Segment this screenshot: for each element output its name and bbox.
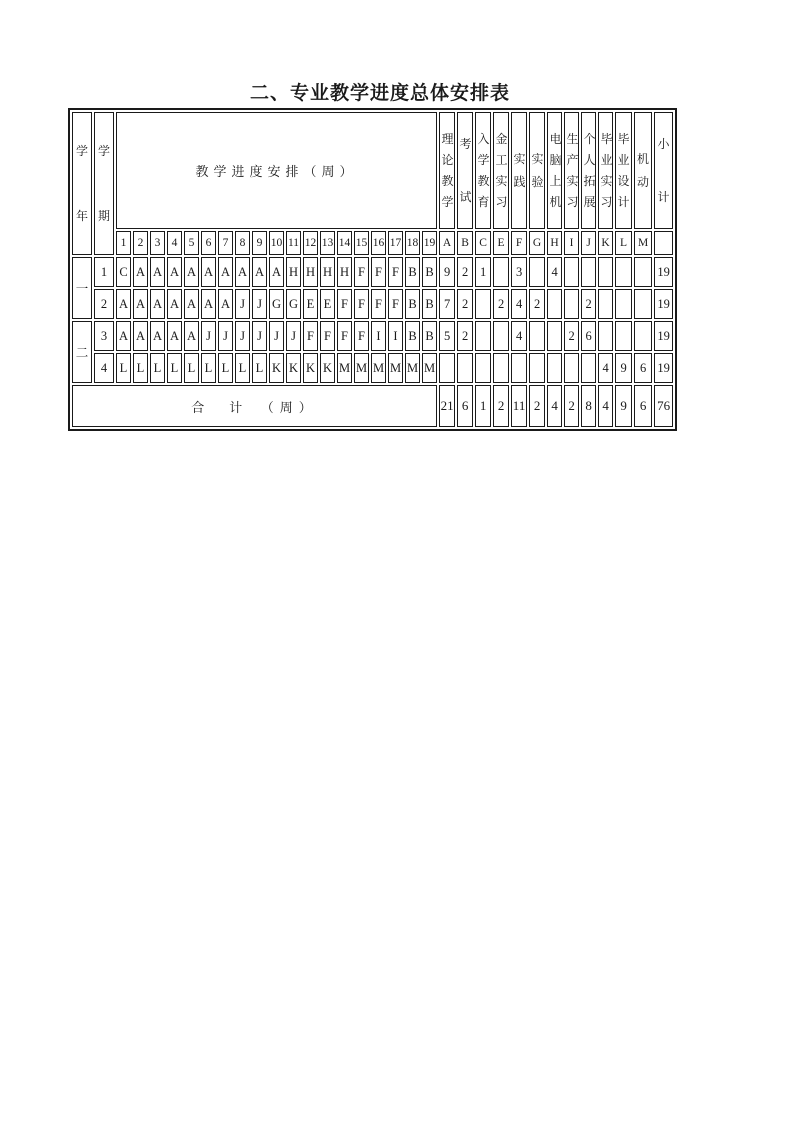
schedule-cell: J — [218, 321, 233, 351]
column-header-entrance-education: 入学教育 — [475, 112, 491, 229]
schedule-cell: M — [354, 353, 369, 383]
column-code-cell: L — [615, 231, 632, 255]
schedule-cell: A — [116, 289, 131, 319]
schedule-cell — [547, 353, 562, 383]
schedule-cell: 3 — [511, 257, 527, 287]
schedule-cell: L — [184, 353, 199, 383]
schedule-cell: 1 — [475, 257, 491, 287]
schedule-cell: A — [269, 257, 284, 287]
schedule-cell: 19 — [654, 353, 673, 383]
semester-number-cell: 2 — [94, 289, 114, 319]
total-value-cell: 9 — [615, 385, 632, 427]
schedule-cell: F — [371, 289, 386, 319]
schedule-cell: G — [269, 289, 284, 319]
column-code-cell: H — [547, 231, 562, 255]
schedule-cell — [511, 353, 527, 383]
schedule-cell: H — [320, 257, 335, 287]
total-value-cell: 2 — [493, 385, 509, 427]
schedule-cell: J — [235, 321, 250, 351]
schedule-cell — [493, 353, 509, 383]
column-code-cell: 5 — [184, 231, 199, 255]
schedule-cell: F — [388, 289, 403, 319]
schedule-cell: L — [252, 353, 267, 383]
schedule-cell — [564, 289, 579, 319]
column-code-cell: G — [529, 231, 545, 255]
schedule-cell: 6 — [581, 321, 596, 351]
schedule-cell — [615, 289, 632, 319]
column-code-cell: A — [439, 231, 455, 255]
schedule-cell: A — [184, 257, 199, 287]
column-code-cell: 9 — [252, 231, 267, 255]
schedule-cell — [475, 289, 491, 319]
column-header-production-internship: 生产实习 — [564, 112, 579, 229]
schedule-cell: F — [371, 257, 386, 287]
schedule-cell — [529, 353, 545, 383]
schedule-cell — [598, 289, 613, 319]
schedule-cell: A — [133, 289, 148, 319]
column-code-cell: I — [564, 231, 579, 255]
schedule-cell: F — [320, 321, 335, 351]
schedule-cell — [564, 353, 579, 383]
schedule-cell: 9 — [439, 257, 455, 287]
column-header-computer-lab: 电脑上机 — [547, 112, 562, 229]
column-header-flexible-weeks: 机动 — [634, 112, 652, 229]
schedule-cell: I — [388, 321, 403, 351]
schedule-cell: E — [320, 289, 335, 319]
schedule-cell: E — [303, 289, 318, 319]
column-code-cell: 18 — [405, 231, 420, 255]
schedule-cell: A — [167, 257, 182, 287]
schedule-cell — [598, 321, 613, 351]
semester-header-label: 学期 — [97, 143, 110, 223]
schedule-cell: 2 — [529, 289, 545, 319]
schedule-cell: M — [371, 353, 386, 383]
schedule-cell: A — [184, 289, 199, 319]
schedule-cell: L — [201, 353, 216, 383]
schedule-cell: 2 — [457, 321, 473, 351]
column-code-cell: 14 — [337, 231, 352, 255]
schedule-cell: 2 — [581, 289, 596, 319]
schedule-cell: L — [116, 353, 131, 383]
schedule-cell — [564, 257, 579, 287]
schedule-cell: A — [133, 321, 148, 351]
semester-number-cell: 3 — [94, 321, 114, 351]
schedule-cell: B — [422, 257, 437, 287]
schedule-cell — [634, 257, 652, 287]
schedule-cell — [581, 353, 596, 383]
column-code-cell: M — [634, 231, 652, 255]
column-code-cell — [654, 231, 673, 255]
schedule-cell: 19 — [654, 289, 673, 319]
column-code-cell: 1 — [116, 231, 131, 255]
schedule-cell — [615, 257, 632, 287]
schedule-cell — [493, 257, 509, 287]
schedule-cell — [634, 321, 652, 351]
schedule-cell: J — [235, 289, 250, 319]
header-row — [72, 112, 673, 229]
column-code-cell: E — [493, 231, 509, 255]
schedule-cell: L — [150, 353, 165, 383]
page-title: 二、专业教学进度总体安排表 — [249, 83, 510, 104]
schedule-cell: A — [150, 257, 165, 287]
schedule-cell: F — [354, 289, 369, 319]
schedule-cell — [457, 353, 473, 383]
column-code-cell: 17 — [388, 231, 403, 255]
schedule-cell: 4 — [511, 321, 527, 351]
total-value-cell: 6 — [457, 385, 473, 427]
schedule-cell: F — [337, 321, 352, 351]
schedule-cell: F — [337, 289, 352, 319]
schedule-cell: A — [201, 257, 216, 287]
column-code-cell: F — [511, 231, 527, 255]
schedule-cell: B — [422, 289, 437, 319]
schedule-cell: A — [201, 289, 216, 319]
total-value-cell: 11 — [511, 385, 527, 427]
column-header-exam: 考试 — [457, 112, 473, 229]
column-code-cell: 6 — [201, 231, 216, 255]
schedule-cell — [529, 257, 545, 287]
column-header-graduation-internship: 毕业实习 — [598, 112, 613, 229]
schedule-cell: H — [337, 257, 352, 287]
semester-number-cell: 4 — [94, 353, 114, 383]
weeks-schedule-header: 教学进度安排（周） — [116, 112, 437, 229]
total-value-cell: 2 — [564, 385, 579, 427]
schedule-cell — [615, 321, 632, 351]
year-header-label: 学年 — [75, 143, 88, 223]
schedule-cell — [634, 289, 652, 319]
column-header-metalwork-practice: 金工实习 — [493, 112, 509, 229]
schedule-cell: B — [422, 321, 437, 351]
schedule-cell: H — [303, 257, 318, 287]
schedule-cell: K — [303, 353, 318, 383]
schedule-cell: J — [252, 289, 267, 319]
teaching-schedule-table — [68, 108, 677, 431]
schedule-cell: A — [167, 289, 182, 319]
schedule-cell: A — [116, 321, 131, 351]
schedule-cell: F — [388, 257, 403, 287]
schedule-cell: G — [286, 289, 301, 319]
schedule-cell: A — [150, 289, 165, 319]
column-header-experiment: 实验 — [529, 112, 545, 229]
schedule-cell: C — [116, 257, 131, 287]
total-value-cell: 2 — [529, 385, 545, 427]
schedule-cell: M — [422, 353, 437, 383]
schedule-cell: K — [286, 353, 301, 383]
schedule-cell: F — [303, 321, 318, 351]
schedule-cell — [598, 257, 613, 287]
schedule-cell: A — [184, 321, 199, 351]
schedule-cell: 7 — [439, 289, 455, 319]
schedule-cell: L — [167, 353, 182, 383]
year-label-cell-1: 一 — [72, 257, 92, 319]
schedule-cell: A — [252, 257, 267, 287]
schedule-cell: A — [235, 257, 250, 287]
total-value-cell: 1 — [475, 385, 491, 427]
column-code-cell: K — [598, 231, 613, 255]
schedule-cell: 2 — [493, 289, 509, 319]
schedule-cell: A — [218, 289, 233, 319]
schedule-cell — [547, 321, 562, 351]
schedule-cell — [529, 321, 545, 351]
schedule-cell: K — [269, 353, 284, 383]
total-value-cell: 76 — [654, 385, 673, 427]
column-code-cell: J — [581, 231, 596, 255]
column-code-cell: 16 — [371, 231, 386, 255]
column-header-graduation-design: 毕业设计 — [615, 112, 632, 229]
schedule-cell: A — [218, 257, 233, 287]
schedule-cell: B — [405, 321, 420, 351]
schedule-cell: 2 — [457, 289, 473, 319]
column-header-practice: 实践 — [511, 112, 527, 229]
column-code-cell: 15 — [354, 231, 369, 255]
schedule-cell — [475, 321, 491, 351]
semester-column-header — [94, 112, 114, 255]
column-header-subtotal: 小计 — [654, 112, 673, 229]
schedule-cell: A — [167, 321, 182, 351]
column-code-cell: 8 — [235, 231, 250, 255]
schedule-cell: J — [269, 321, 284, 351]
schedule-cell: B — [405, 289, 420, 319]
schedule-cell: 19 — [654, 257, 673, 287]
schedule-cell: M — [405, 353, 420, 383]
schedule-cell: J — [201, 321, 216, 351]
column-code-cell: 3 — [150, 231, 165, 255]
schedule-cell: 4 — [547, 257, 562, 287]
schedule-cell: 9 — [615, 353, 632, 383]
schedule-cell: J — [286, 321, 301, 351]
semester-row-1 — [72, 257, 673, 287]
schedule-cell: M — [388, 353, 403, 383]
schedule-cell: L — [235, 353, 250, 383]
schedule-cell: 4 — [511, 289, 527, 319]
schedule-cell: B — [405, 257, 420, 287]
schedule-cell: A — [133, 257, 148, 287]
schedule-cell: 6 — [634, 353, 652, 383]
schedule-cell — [475, 353, 491, 383]
schedule-cell: I — [371, 321, 386, 351]
schedule-cell: 5 — [439, 321, 455, 351]
semester-row-4 — [72, 353, 673, 383]
total-value-cell: 4 — [547, 385, 562, 427]
schedule-cell: 4 — [598, 353, 613, 383]
column-code-cell: 11 — [286, 231, 301, 255]
schedule-cell: M — [337, 353, 352, 383]
year-column-header — [72, 112, 92, 255]
semester-row-3 — [72, 321, 673, 351]
total-value-cell: 21 — [439, 385, 455, 427]
schedule-cell: 2 — [457, 257, 473, 287]
schedule-cell: H — [286, 257, 301, 287]
semester-row-2 — [72, 289, 673, 319]
column-code-cell: 10 — [269, 231, 284, 255]
column-code-cell: 12 — [303, 231, 318, 255]
total-value-cell: 6 — [634, 385, 652, 427]
column-code-cell: B — [457, 231, 473, 255]
schedule-cell: 19 — [654, 321, 673, 351]
total-label-cell: 合 计 （周） — [72, 385, 437, 427]
schedule-cell: K — [320, 353, 335, 383]
year-label-cell-2: 二 — [72, 321, 92, 383]
total-value-cell: 8 — [581, 385, 596, 427]
total-value-cell: 4 — [598, 385, 613, 427]
column-header-theory-teaching: 理论教学 — [439, 112, 455, 229]
codes-row — [72, 231, 673, 255]
total-row — [72, 385, 673, 427]
column-code-cell: C — [475, 231, 491, 255]
schedule-cell: 2 — [564, 321, 579, 351]
schedule-cell: A — [150, 321, 165, 351]
column-code-cell: 19 — [422, 231, 437, 255]
column-code-cell: 7 — [218, 231, 233, 255]
schedule-cell: F — [354, 257, 369, 287]
schedule-cell: L — [133, 353, 148, 383]
schedule-cell — [581, 257, 596, 287]
schedule-cell: F — [354, 321, 369, 351]
column-code-cell: 4 — [167, 231, 182, 255]
semester-number-cell: 1 — [94, 257, 114, 287]
column-header-personal-development: 个人拓展 — [581, 112, 596, 229]
schedule-cell: L — [218, 353, 233, 383]
schedule-cell — [547, 289, 562, 319]
schedule-cell — [493, 321, 509, 351]
column-code-cell: 13 — [320, 231, 335, 255]
schedule-cell: J — [252, 321, 267, 351]
column-code-cell: 2 — [133, 231, 148, 255]
schedule-cell — [439, 353, 455, 383]
